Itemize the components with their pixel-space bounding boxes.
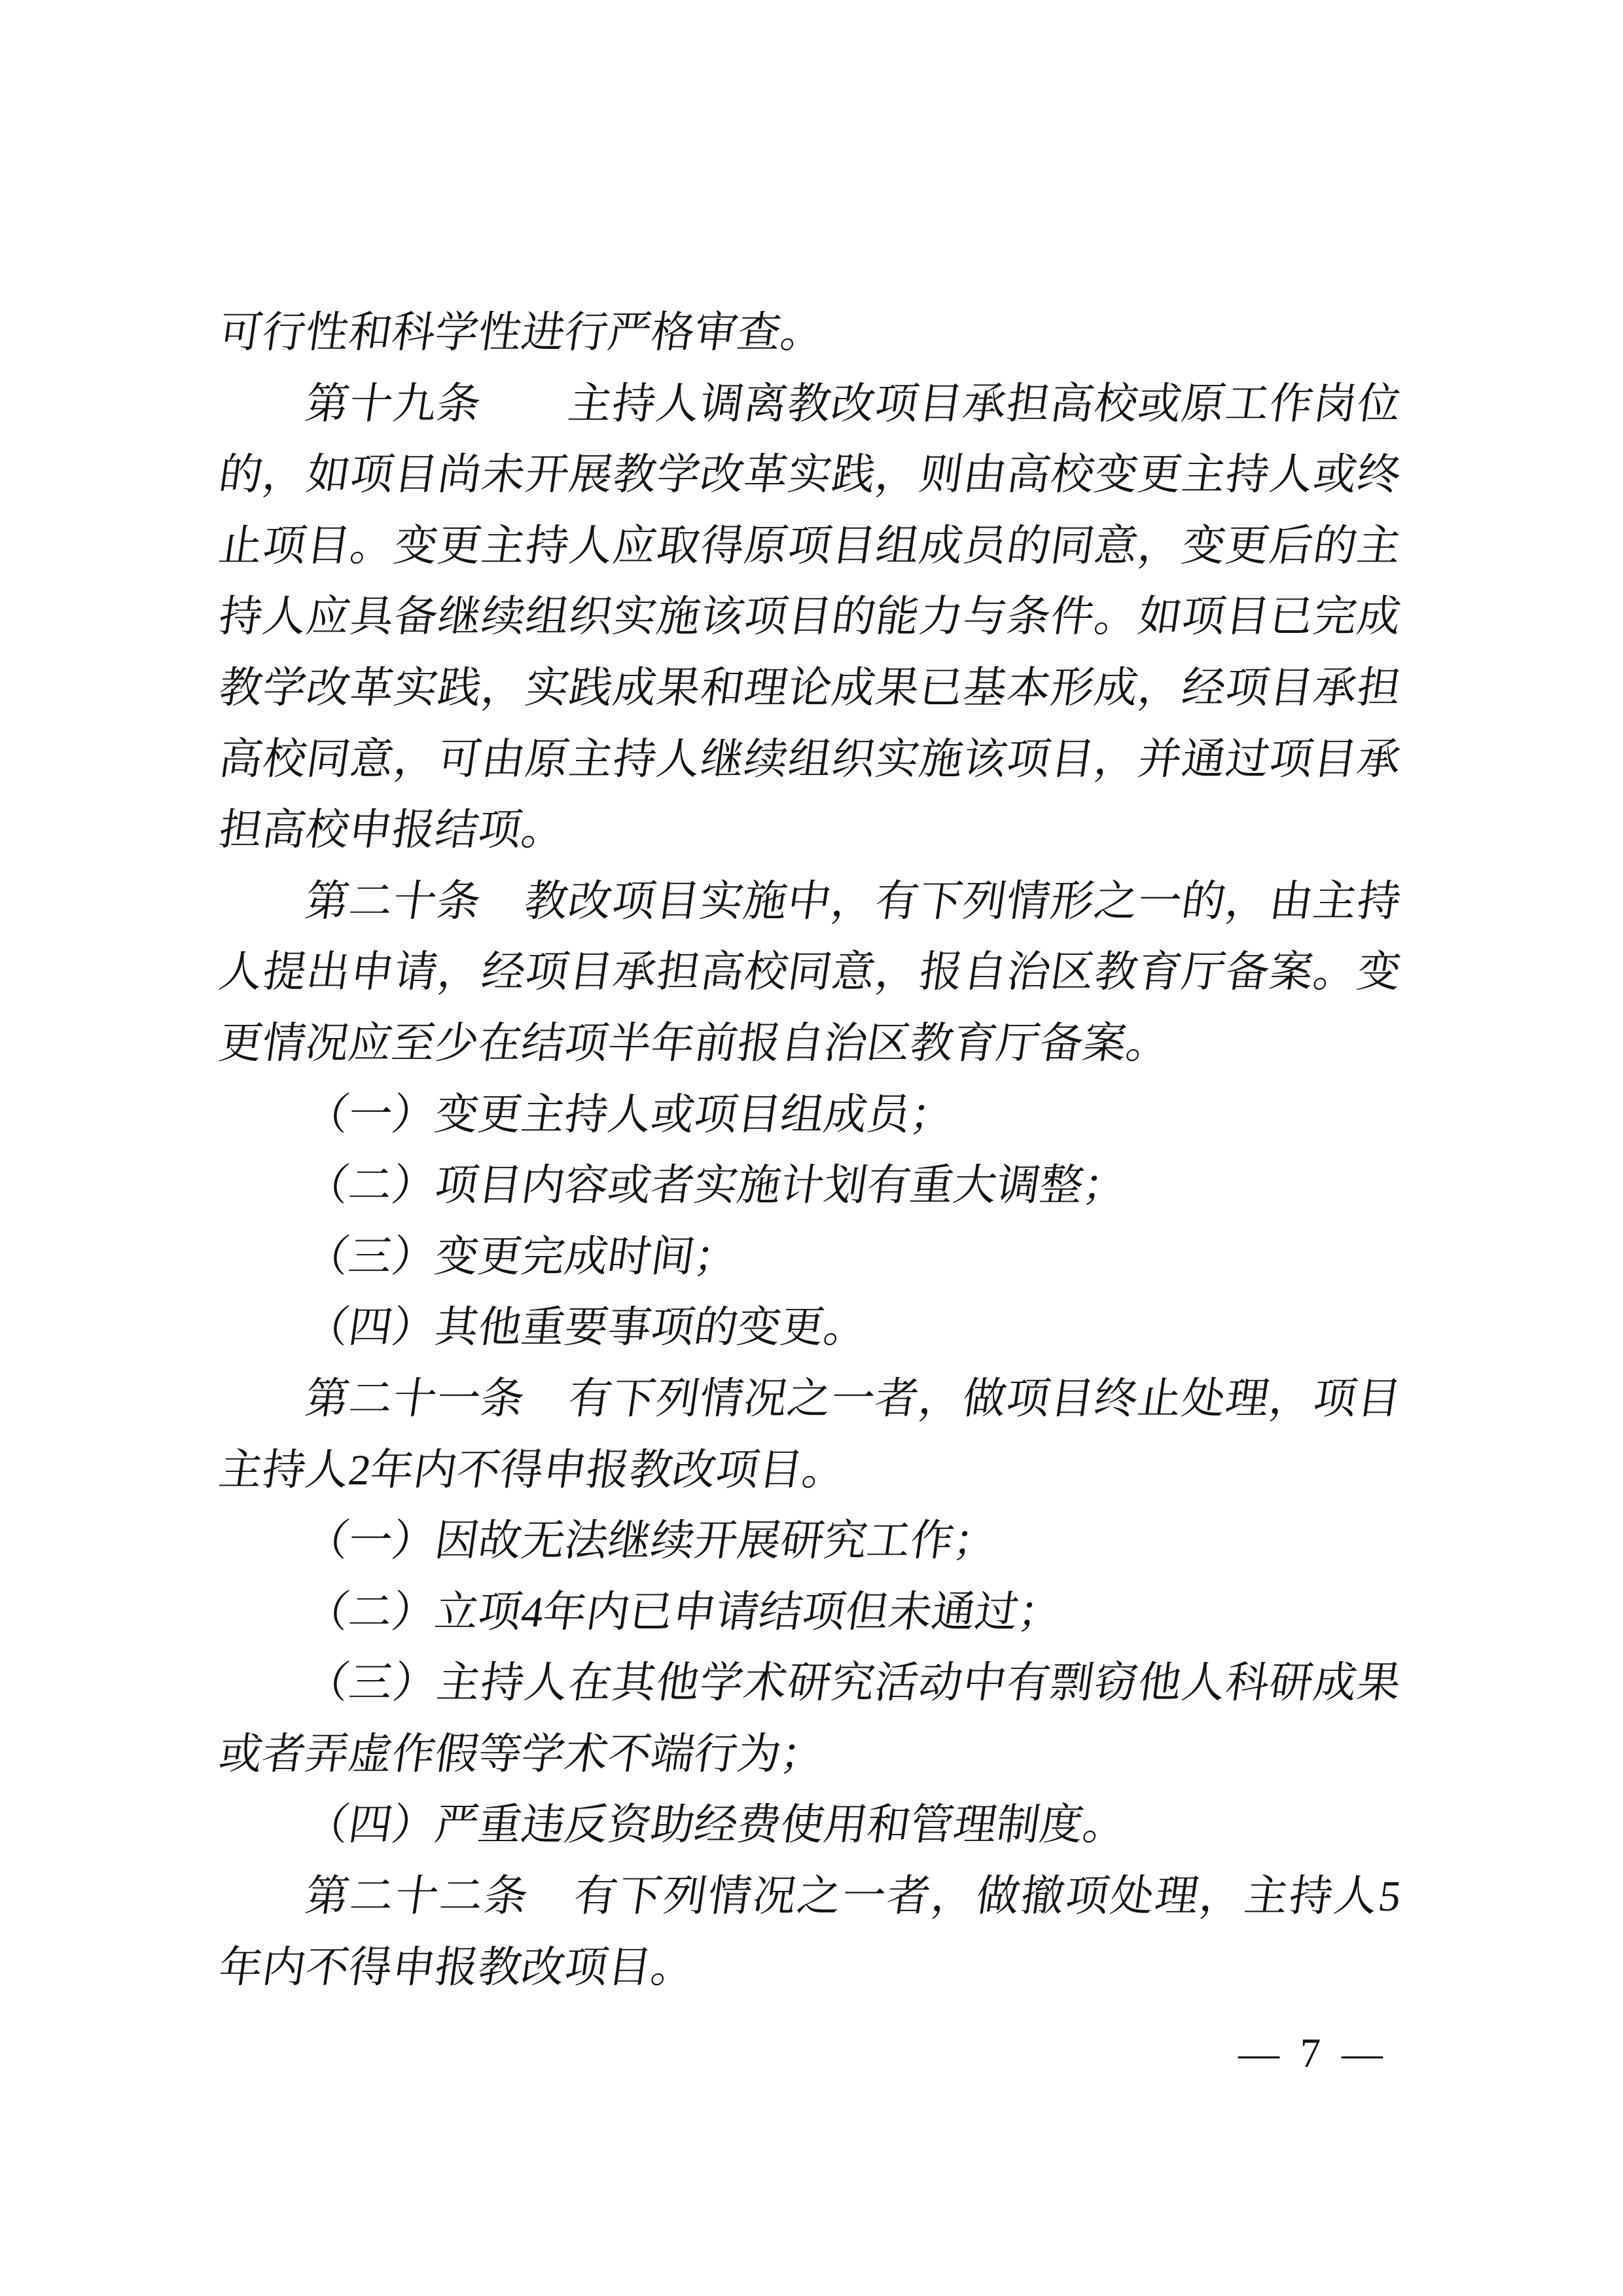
text-line: 持人应具备继续组织实施该项目的能力与条件。如项目已完成 [215, 593, 1404, 641]
page-number: — 7 — [1238, 2030, 1383, 2076]
text-line-item-3: （三）变更完成时间； [302, 1232, 741, 1281]
text-line: 人提出申请，经项目承担高校同意，报自治区教育厅备案。变 [215, 948, 1404, 997]
text-line-item-2: （二）立项4年内已申请结项但未通过； [302, 1588, 1065, 1636]
text-line: 更情况应至少在结项半年前报自治区教育厅备案。 [215, 1019, 1173, 1067]
text-line-item-4: （四）其他重要事项的变更。 [302, 1304, 871, 1352]
text-line-item-2: （二）项目内容或者实施计划有重大调整； [302, 1162, 1130, 1210]
body-text [215, 298, 1404, 2003]
text-line: 可行性和科学性进行严格审查。 [215, 309, 828, 357]
text-line-item-1: （一）因故无法继续开展研究工作； [302, 1517, 1001, 1566]
text-line: 主持人2年内不得申报教改项目。 [215, 1446, 849, 1494]
text-line: 担高校申报结项。 [215, 806, 569, 855]
text-line-article-21: 第二十一条 有下列情况之一者，做项目终止处理，项目 [302, 1374, 1404, 1423]
text-line-item-4: （四）严重违反资助经费使用和管理制度。 [302, 1801, 1130, 1850]
text-line-article-22: 第二十二条 有下列情况之一者，做撤项处理，主持人5 [302, 1873, 1404, 1921]
text-line: 高校同意，可由原主持人继续组织实施该项目，并通过项目承 [215, 735, 1404, 783]
text-line: 年内不得申报教改项目。 [215, 1943, 698, 1992]
text-line-article-20: 第二十条 教改项目实施中，有下列情形之一的，由主持 [302, 877, 1404, 925]
text-line-item-3: （三）主持人在其他学术研究活动中有剽窃他人科研成果 [302, 1659, 1404, 1708]
text-line: 止项目。变更主持人应取得原项目组成员的同意，变更后的主 [215, 522, 1404, 570]
text-line: 的，如项目尚未开展教学改革实践，则由高校变更主持人或终 [215, 451, 1404, 499]
text-line-article-19: 第十九条 主持人调离教改项目承担高校或原工作岗位 [302, 380, 1404, 428]
text-line-item-1: （一）变更主持人或项目组成员； [302, 1090, 957, 1139]
text-line: 或者弄虚作假等学术不端行为； [215, 1730, 828, 1778]
text-line: 教学改革实践，实践成果和理论成果已基本形成，经项目承担 [215, 664, 1404, 712]
